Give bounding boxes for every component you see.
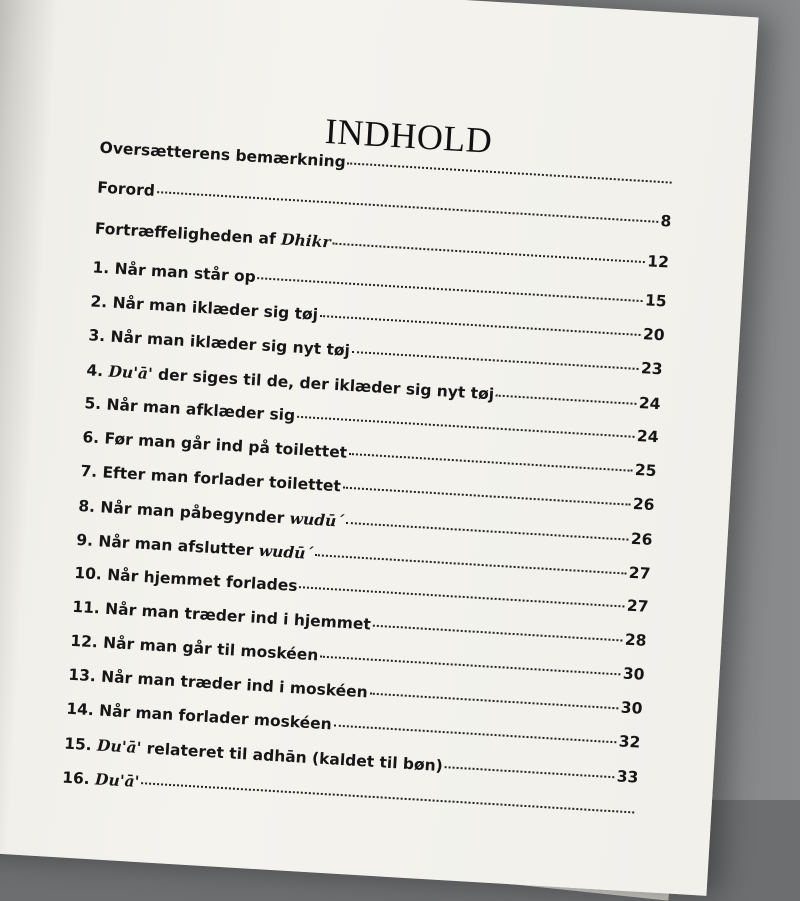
toc-page-number: 25 <box>634 460 658 481</box>
toc-entry-text: 5. Når man afklæder sig <box>83 394 296 425</box>
toc-entry-label <box>92 258 256 286</box>
toc-entry-text: 13. Når man træder ind i moskéen <box>67 665 369 702</box>
toc-page-number: 27 <box>626 596 649 616</box>
toc-page-number: 23 <box>640 359 664 379</box>
toc-entry-italic-term: Dhikr <box>280 229 332 252</box>
toc-page-number: 28 <box>624 630 647 650</box>
toc-entry-text: 6. Før man går ind på toilettet <box>81 428 348 462</box>
toc-page-number: 20 <box>642 325 666 345</box>
toc-page-number: 30 <box>620 698 643 718</box>
toc-dot-leader <box>332 243 645 264</box>
table-of-contents <box>61 139 674 836</box>
toc-page-number: 24 <box>636 426 660 447</box>
toc-entry-text: 7. Efter man forlader toilettet <box>79 462 342 496</box>
toc-entry-text: 10. Når hjemmet forlades <box>73 563 299 596</box>
toc-entry-text: 3. Når man iklæder sig nyt tøj <box>88 326 351 360</box>
page-gutter-shadow <box>0 0 60 854</box>
toc-entry-text-rest: der siges til de, der iklæder sig nyt tøj <box>152 365 495 404</box>
toc-entry-text-rest: relateret til adhān (kaldet til bøn) <box>140 739 444 776</box>
toc-page-number: 8 <box>660 212 672 231</box>
toc-entry-text: 14. Når man forlader moskéen <box>65 699 333 734</box>
toc-entry-text: 9. Når man afslutter <box>75 530 260 560</box>
toc-page-number: 12 <box>646 252 670 272</box>
toc-page-number: 33 <box>616 767 639 787</box>
toc-dot-leader <box>445 766 615 778</box>
toc-entry-text: Forord <box>96 178 156 200</box>
toc-page-number: 24 <box>638 394 662 414</box>
toc-entry-label <box>62 768 140 792</box>
toc-entry-italic-term: Du'ā' <box>94 769 140 792</box>
toc-entry-label <box>99 139 346 172</box>
toc-entry-text: 15. <box>63 734 98 755</box>
toc-page-number: 15 <box>644 291 668 311</box>
toc-entry-italic-term: wudū´ <box>289 508 345 531</box>
toc-entry-text: 16. <box>61 768 96 789</box>
toc-dot-leader <box>348 162 672 183</box>
toc-entry-italic-term: wudū´ <box>258 540 314 563</box>
toc-page-number: 32 <box>618 732 641 752</box>
page-title: INDHOLD <box>323 110 494 161</box>
toc-page-number: 26 <box>630 529 653 550</box>
toc-entry-text: 11. Når man træder ind i hjemmet <box>71 597 372 634</box>
toc-entry-text: Fortræffeligheden af <box>94 219 282 249</box>
toc-entry-text: 1. Når man står op <box>92 258 257 287</box>
toc-entry-text: 2. Når man iklæder sig tøj <box>90 292 319 324</box>
toc-entry-italic-term: Du'ā' <box>96 735 142 758</box>
toc-entry-italic-term: Du'ā' <box>107 361 154 384</box>
toc-entry-text: 12. Når man går til moskéen <box>69 631 319 665</box>
toc-dot-leader <box>496 395 637 405</box>
toc-page-number: 30 <box>622 664 645 684</box>
toc-entry-text: 4. <box>85 361 110 381</box>
toc-entry-label <box>97 179 156 200</box>
toc-page-number: 26 <box>632 494 656 515</box>
toc-entry-text: Oversætterens bemærkning <box>99 138 347 172</box>
toc-entry-text: 8. Når man påbegynder <box>77 496 291 528</box>
toc-page-number: 27 <box>628 563 651 583</box>
